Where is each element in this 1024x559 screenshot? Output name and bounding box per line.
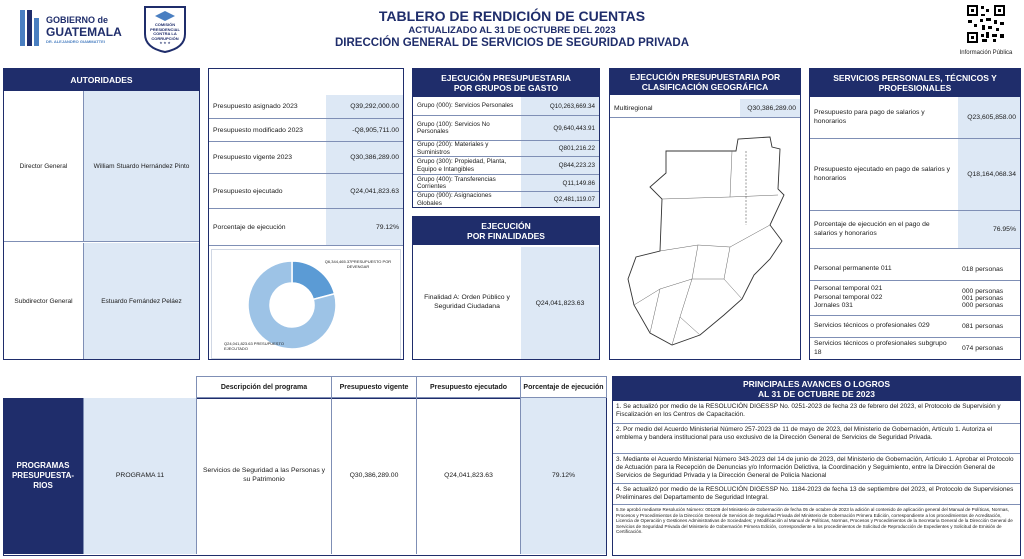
grupo-row [413, 157, 599, 175]
presupuesto-row [209, 209, 403, 246]
servicios-value: Q18,164,068.34 [958, 139, 1020, 210]
servicios-row [810, 211, 1020, 249]
comision-anticorrupcion-logo [138, 4, 192, 54]
program-vigente: Q30,386,289.00 [331, 398, 416, 554]
qr-caption: Información Pública [959, 50, 1013, 56]
authority-role: Subdirector General [4, 243, 84, 359]
personal-labels [810, 281, 958, 315]
page-subtitle: ACTUALIZADO AL 31 DE OCTUBRE DEL 2023 [408, 25, 616, 36]
grupo-label: Grupo (900): Asignaciones Globales [417, 192, 492, 207]
grupo-label: Grupo (300): Propiedad, Planta, Equipo e Intangibles [417, 158, 507, 173]
presupuesto-panel [208, 68, 404, 360]
grupo-row [413, 192, 599, 207]
servicios-value: 76.95% [958, 211, 1020, 248]
guatemala-map [620, 129, 792, 354]
presupuesto-value: Q24,041,823.63 [326, 174, 403, 208]
personal-label: Personal temporal 022 [814, 293, 883, 301]
avance-item: 5.Se aprobó mediante Resolución Número: 001109 del Ministerio de Gobernación de fecha 05 de octubre de 2023 la adición al contenido de aplicación general del Manual de Políticas, Normas, Procesos y Procedimientos de la Dirección General de Servicios de Seguridad Privada del Ministerio de Gobernación Primera Edición, correspondiente a los procedimientos de Acreditación, Licencia de Operación y Gestiones Administrativas de Sociedades; y Modificación al Manual de Políticas, Normas, Procesos y Procedimientos de la Secretaría General de la Dirección General de Servicios de Seguridad Privada del Ministerio de Gobernación Primera Edición, correspondiente a los procedimientos de Solicitud de Reproducción de Expedientes y Solicitud de Emisión de Certificación. [616, 507, 1013, 535]
personal-label: Servicios técnicos o profesionales 029 [814, 322, 930, 330]
servicios-label: Presupuesto ejecutado en pago de salarios y honorarios [814, 166, 951, 182]
page-title: TABLERO DE RENDICIÓN DE CUENTAS [378, 8, 646, 24]
grupo-row [413, 97, 599, 116]
entity-name: DIRECCIÓN GENERAL DE SERVICIOS DE SEGURIDAD PRIVADA [335, 37, 689, 49]
finalidad-label: Finalidad A: Orden Público y Seguridad Ciudadana [424, 294, 510, 310]
personal-value: 001 personas [962, 294, 1004, 302]
grupo-value: Q844,223.23 [521, 157, 599, 174]
gobierno-guatemala-logo [18, 6, 130, 52]
servicios-title-line1: SERVICIOS PERSONALES, TÉCNICOS Y [833, 72, 997, 83]
presupuesto-row [209, 119, 403, 142]
geografica-title-line1: EJECUCIÓN PRESUPUESTARIA POR [629, 71, 781, 82]
presupuesto-label: Presupuesto modificado 2023 [213, 126, 303, 134]
program-porcentaje: 79.12% [520, 398, 606, 554]
personal-row [810, 259, 1020, 281]
geografica-value: Q30,386,289.00 [740, 99, 800, 117]
svg-text:★ ★ ★: ★ ★ ★ [159, 41, 171, 45]
geografica-panel [609, 68, 801, 360]
program-name: PROGRAMA 11 [83, 398, 196, 554]
personal-label: Servicios técnicos o profesionales subgrupo 18 [814, 340, 947, 356]
presupuesto-value: Q39,292,000.00 [326, 95, 403, 118]
header-porcentaje: Porcentaje de ejecución [520, 376, 607, 398]
geografica-title [610, 69, 800, 95]
personal-value: 018 personas [962, 266, 1004, 273]
grupo-value: Q9,640,443.91 [521, 116, 599, 140]
grupos-title-line1: EJECUCIÓN PRESUPUESTARIA [441, 72, 571, 83]
autoridades-title: AUTORIDADES [4, 69, 199, 91]
header-vigente: Presupuesto vigente [331, 376, 416, 398]
personal-value: 074 personas [962, 345, 1004, 352]
donut-chart [211, 249, 401, 359]
grupos-title [413, 69, 599, 97]
presupuesto-row [209, 142, 403, 174]
presupuesto-label: Presupuesto vigente 2023 [213, 154, 292, 161]
presupuesto-value: Q30,386,289.00 [326, 142, 403, 173]
finalidades-title-line2: POR FINALIDADES [467, 231, 545, 241]
servicios-row [810, 97, 1020, 139]
geografica-label: Multiregional [614, 104, 653, 112]
personal-label: Personal permanente 011 [814, 265, 892, 273]
grupo-label: Grupo (100): Servicios No Personales [417, 120, 490, 135]
servicios-title-line2: PROFESIONALES [878, 83, 952, 93]
logo-line3: DR. ALEJANDRO GIAMMATTEI [46, 39, 105, 44]
authority-name: William Stuardo Hernández Pinto [84, 91, 199, 241]
donut-label-devengar: Q6,344,465.37PRESUPUESTO POR DEVENGAR [324, 259, 392, 269]
geografica-row [610, 99, 800, 118]
personal-values [958, 281, 1020, 315]
servicios-value: Q23,605,858.00 [958, 97, 1020, 138]
geografica-title-line2: CLASIFICACIÓN GEOGRÁFICA [641, 82, 769, 92]
avance-item: 2. Por medio del Acuerdo Ministerial Número 257-2023 de 11 de mayo de 2023, del Ministerio de Gobernación, Artículo 1. Autoriza el emblema y bandera institucional para uso exclusivo de la Dirección General de Servicios de Seguridad Privada. [613, 424, 1020, 454]
presupuesto-value: -Q8,905,711.00 [326, 119, 403, 141]
finalidades-panel [412, 216, 600, 360]
avance-item: 1. Se actualizó por medio de la RESOLUCIÓN DIGESSP No. 0251-2023 de fecha 23 de febrero del 2023, el Protocolo de Supervisión y Fiscalización en los Centros de Capacitación. [613, 401, 1020, 424]
avance-item: 3. Mediante el Acuerdo Ministerial Número 343-2023 del 14 de junio de 2023, del Ministerio de Gobernación, Artículo 1. Aprobar el Protocolo de Actuación para la Recepción de Denuncias y/o Información Delictiva, la Coordinación y Seguimiento, entre la Dirección General de Servicios de Seguridad Privada y la Dirección General de Policía Nacional [613, 454, 1020, 484]
logo-line2: GUATEMALA [46, 25, 122, 39]
presupuesto-row [209, 174, 403, 209]
personal-value: 000 personas [962, 301, 1004, 309]
authority-name: Estuardo Fernández Peláez [84, 243, 199, 359]
program-description: Servicios de Seguridad a las Personas y su Patrimonio [196, 398, 331, 554]
personal-value: 000 personas [962, 287, 1004, 295]
authority-role: Director General [4, 91, 84, 241]
header-ejecutado: Presupuesto ejecutado [416, 376, 520, 398]
header-descripcion: Descripción del programa [196, 376, 331, 398]
grupo-value: Q11,149.86 [521, 175, 599, 191]
programas-table [3, 376, 607, 556]
programas-side-label: PROGRAMAS PRESUPUESTA-RIOS [3, 398, 83, 554]
grupo-value: Q2,481,119.07 [521, 192, 599, 207]
servicios-title [810, 69, 1020, 97]
grupo-value: Q801,216.22 [521, 141, 599, 156]
grupo-row [413, 175, 599, 192]
grupo-label: Grupo (000): Servicios Personales [417, 102, 514, 110]
personal-row [810, 316, 1020, 338]
servicios-panel [809, 68, 1021, 360]
grupo-row [413, 116, 599, 141]
avance-item: 4. Se actualizó por medio de la RESOLUCIÓN DIGESSP No. 1184-2023 de fecha 13 de septiembre del 2023, el Protocolo de Supervisiones Preliminares del Departamento de Seguridad Integral. [613, 484, 1020, 505]
grupo-label: Grupo (400): Transferencias Corrientes [417, 175, 496, 190]
authority-row [4, 243, 199, 359]
personal-label: Jornales 031 [814, 302, 853, 310]
finalidad-row [413, 247, 599, 359]
avances-title-line1: PRINCIPALES AVANCES O LOGROS [742, 378, 891, 389]
presupuesto-label: Presupuesto asignado 2023 [213, 103, 298, 110]
presupuesto-value: 79.12% [326, 209, 403, 245]
presupuesto-label: Presupuesto ejecutado [213, 187, 283, 195]
grupo-row [413, 141, 599, 157]
servicios-row [810, 139, 1020, 211]
autoridades-panel [3, 68, 200, 360]
avances-title-line2: AL 31 DE OCTUBRE DE 2023 [758, 389, 875, 399]
program-ejecutado: Q24,041,823.63 [416, 398, 520, 554]
grupos-gasto-panel [412, 68, 600, 208]
qr-code-icon[interactable] [966, 4, 1006, 44]
finalidades-title [413, 217, 599, 245]
personal-row-group [810, 281, 1020, 316]
donut-label-ejecutado: Q24,041,823.63 PRESUPUESTO EJECUTADO [224, 341, 284, 351]
grupo-label: Grupo (200): Materiales y Suministros [417, 141, 489, 156]
finalidades-title-line1: EJECUCIÓN [481, 220, 531, 231]
grupos-title-line2: POR GRUPOS DE GASTO [453, 83, 559, 93]
presupuesto-row [209, 95, 403, 119]
servicios-label: Presupuesto para pago de salarios y honorarios [814, 109, 925, 125]
personal-row [810, 338, 1020, 359]
authority-row [4, 91, 199, 242]
servicios-label: Porcentaje de ejecución en el pago de salarios y honorarios [814, 221, 930, 237]
avances-panel [612, 376, 1021, 556]
grupo-value: Q10,263,669.34 [521, 97, 599, 115]
avances-title [613, 377, 1020, 401]
personal-value: 081 personas [962, 323, 1004, 330]
presupuesto-label: Porcentaje de ejecución [213, 223, 286, 231]
comision-label: COMISIÓN PRESIDENCIAL CONTRA LA CORRUPCIÓN [150, 22, 180, 41]
personal-label: Personal temporal 021 [814, 285, 883, 293]
finalidad-value: Q24,041,823.63 [521, 247, 599, 359]
logo-line1: GOBIERNO de [46, 15, 109, 25]
